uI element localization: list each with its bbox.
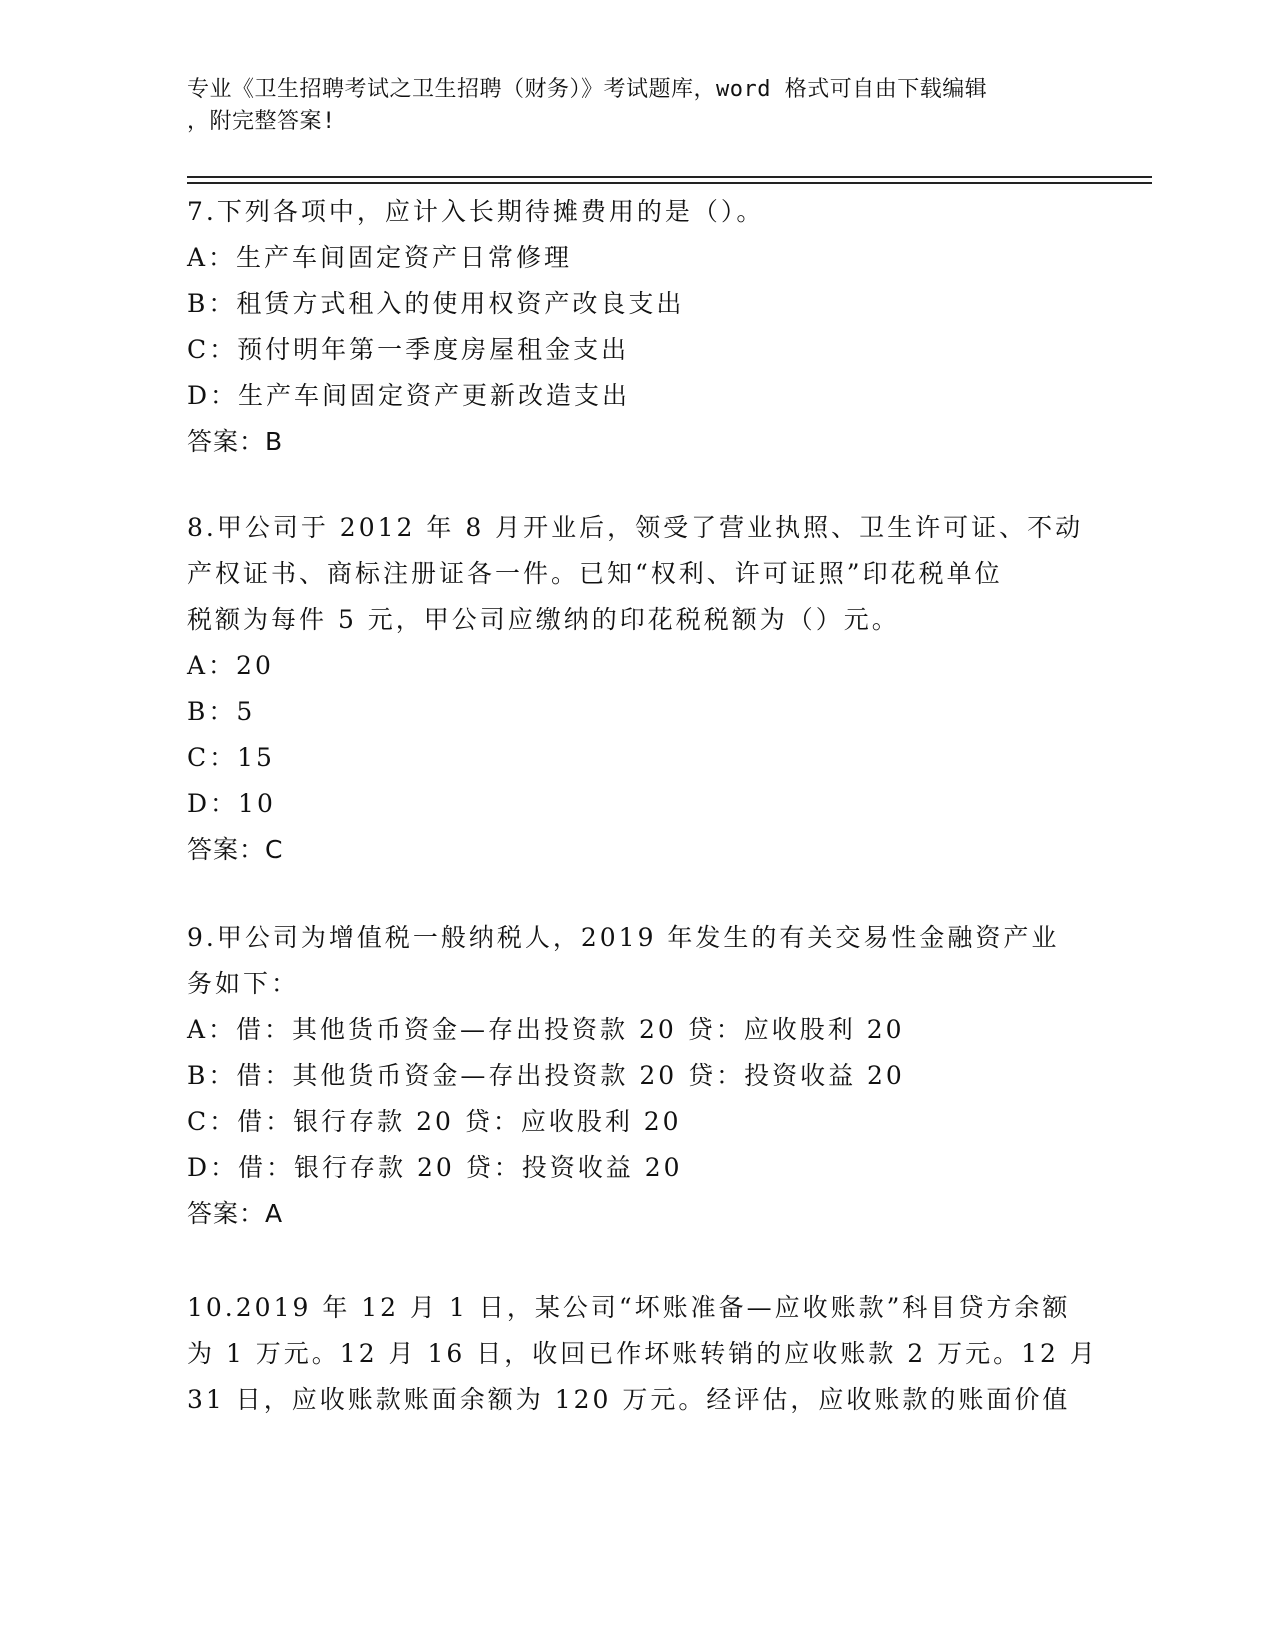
question-7 xyxy=(187,189,1087,465)
question-text: 7.下列各项中，应计入长期待摊费用的是（）。 xyxy=(187,197,765,226)
answer-line: 答案：A xyxy=(187,1199,284,1228)
answer-line: 答案：C xyxy=(187,835,284,864)
question-9 xyxy=(187,915,1087,1237)
question-text: 9.甲公司为增值税一般纳税人，2019 年发生的有关交易性金融资产业 xyxy=(187,923,1060,952)
option-d: D：生产车间固定资产更新改造支出 xyxy=(187,381,631,410)
question-text: 务如下： xyxy=(187,969,300,998)
document-header xyxy=(187,74,1067,138)
option-b: B：租赁方式租入的使用权资产改良支出 xyxy=(187,289,685,318)
question-8 xyxy=(187,505,1087,873)
question-text: 产权证书、商标注册证各一件。已知“权利、许可证照”印花税单位 xyxy=(187,559,1003,588)
question-text: 8.甲公司于 2012 年 8 月开业后，领受了营业执照、卫生许可证、不动 xyxy=(187,513,1084,542)
option-a: A：生产车间固定资产日常修理 xyxy=(187,243,573,272)
option-a: A：借：其他货币资金—存出投资款 20 贷：应收股利 20 xyxy=(187,1015,905,1044)
option-a: A：20 xyxy=(187,651,274,680)
option-c: C：预付明年第一季度房屋租金支出 xyxy=(187,335,630,364)
header-line-1: 专业《卫生招聘考试之卫生招聘（财务）》考试题库，word 格式可自由下载编辑 xyxy=(187,77,988,102)
option-d: D：借：银行存款 20 贷：投资收益 20 xyxy=(187,1153,683,1182)
question-text: 31 日，应收账款账面余额为 120 万元。经评估，应收账款的账面价值 xyxy=(187,1385,1071,1414)
header-divider-top xyxy=(187,176,1152,178)
question-text: 税额为每件 5 元，甲公司应缴纳的印花税税额为（）元。 xyxy=(187,605,900,634)
option-c: C：15 xyxy=(187,743,275,772)
question-text: 10.2019 年 12 月 1 日，某公司“坏账准备—应收账款”科目贷方余额 xyxy=(187,1293,1071,1322)
option-c: C：借：银行存款 20 贷：应收股利 20 xyxy=(187,1107,682,1136)
option-b: B：借：其他货币资金—存出投资款 20 贷：投资收益 20 xyxy=(187,1061,905,1090)
header-divider-bottom xyxy=(187,182,1152,184)
question-text: 为 1 万元。12 月 16 日，收回已作坏账转销的应收账款 2 万元。12 月 xyxy=(187,1339,1098,1368)
answer-line: 答案：B xyxy=(187,427,284,456)
option-b: B：5 xyxy=(187,697,256,726)
question-10 xyxy=(187,1285,1098,1423)
option-d: D：10 xyxy=(187,789,276,818)
header-line-2: ，附完整答案! xyxy=(187,109,336,134)
